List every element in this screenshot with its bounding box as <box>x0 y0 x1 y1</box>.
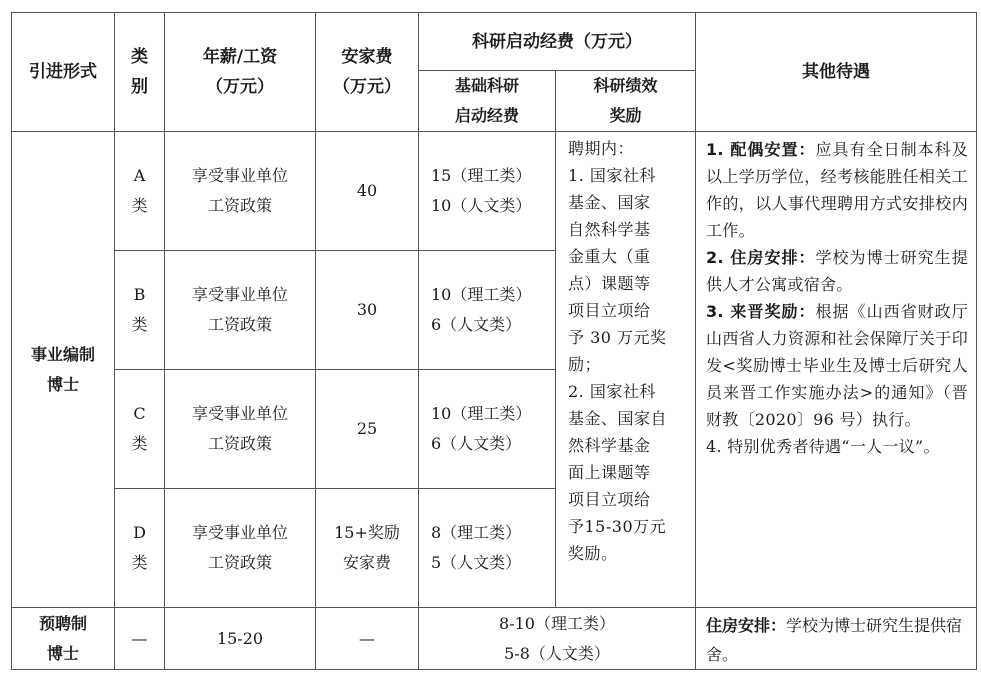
header-funds-basic <box>419 71 556 132</box>
perf-line: 2. 国家社科 <box>568 382 656 401</box>
other-item-title: 住房安排： <box>706 615 787 635</box>
perf-line: 项目立项给 <box>568 301 651 320</box>
perf-line: 面上课题等 <box>568 463 651 482</box>
funds-line: 15（理工类） <box>431 166 532 185</box>
staff-type <box>12 132 115 608</box>
header-settle-line: 安家费 <box>341 47 393 67</box>
perf-line: 1. 国家社科 <box>568 166 656 185</box>
header-funds-perf-line: 奖励 <box>609 106 642 125</box>
staff-type-line: 博士 <box>46 374 79 394</box>
salary-line: 工资政策 <box>207 196 272 215</box>
perf-line: 予 30 万元奖 <box>568 328 667 347</box>
category-dash: — <box>131 629 148 648</box>
funds-line: 10（理工类） <box>431 404 532 423</box>
salary-line: 工资政策 <box>207 434 272 453</box>
settle-value: 25 <box>356 419 378 438</box>
funds-basic-cell <box>419 370 556 489</box>
other-item-text: 4. 特别优秀者待遇“一人一议”。 <box>706 437 940 456</box>
pre-type-line: 博士 <box>46 643 79 663</box>
salary-cell <box>165 489 316 608</box>
other-item-text: 学校为博士研究生提供宿舍。 <box>706 615 963 664</box>
table-row <box>12 608 977 670</box>
salary-line: 享受事业单位 <box>191 285 288 304</box>
header-other-label: 其他待遇 <box>802 62 870 82</box>
header-category <box>115 13 165 132</box>
header-category-line: 别 <box>131 77 148 97</box>
category-cell <box>115 132 165 251</box>
other-item <box>706 244 968 298</box>
other-item <box>706 136 968 244</box>
category-letter: C <box>133 404 146 423</box>
funds-line: 10（人文类） <box>431 196 532 215</box>
category-cell <box>115 251 165 370</box>
staff-type-line: 事业编制 <box>30 344 95 364</box>
other-item <box>706 433 968 460</box>
funds-cell <box>419 608 696 670</box>
category-cell <box>115 370 165 489</box>
document <box>11 12 977 670</box>
header-salary <box>165 13 316 132</box>
salary-value: 15-20 <box>216 629 264 648</box>
settle-value: 15+奖励 <box>334 523 400 542</box>
salary-line: 工资政策 <box>207 315 272 334</box>
settle-value: 40 <box>356 181 378 200</box>
salary-line: 享受事业单位 <box>191 166 288 185</box>
perf-line: 然科学基金 <box>568 436 651 455</box>
funds-line: 8（理工类） <box>431 523 522 542</box>
header-category-line: 类 <box>131 47 148 67</box>
salary-cell <box>165 608 316 670</box>
header-form <box>12 13 115 132</box>
header-funds-perf-line: 科研绩效 <box>593 76 658 95</box>
perf-line: 予15-30万元 <box>568 517 667 536</box>
category-letter: D <box>133 523 146 542</box>
other-item-text: 应具有全日制本科及以上学历学位，经考核能胜任相关工作的，以人事代理聘用方式安排校内工作。 <box>706 140 968 240</box>
perf-line: 基金、国家 <box>568 193 651 212</box>
perf-line: 聘期内： <box>568 139 635 158</box>
perf-line: 励； <box>568 355 602 374</box>
funds-line: 6（人文类） <box>431 434 522 453</box>
header-form-label: 引进形式 <box>29 62 97 82</box>
header-salary-line: （万元） <box>206 77 274 97</box>
salary-line: 享受事业单位 <box>191 523 288 542</box>
category-letter: A <box>133 166 146 185</box>
salary-cell <box>165 132 316 251</box>
other-item-title: 1. 配偶安置： <box>706 140 816 159</box>
settle-value: 安家费 <box>342 553 391 572</box>
other-benefits-cell <box>696 132 977 608</box>
funds-line: 6（人文类） <box>431 315 522 334</box>
settle-cell <box>316 370 419 489</box>
category-cell <box>115 608 165 670</box>
pre-type <box>12 608 115 670</box>
other-item <box>706 298 968 433</box>
perf-line: 点）课题等 <box>568 274 651 293</box>
header-funds-basic-line: 启动经费 <box>454 106 519 125</box>
funds-line: 8-10（理工类） <box>499 613 615 633</box>
pre-other-cell <box>696 608 977 670</box>
other-item-text: 学校为博士研究生提供人才公寓或宿舍。 <box>706 248 968 294</box>
settle-dash: — <box>359 629 375 648</box>
settle-value: 30 <box>356 300 378 319</box>
perf-line: 奖励。 <box>568 544 618 563</box>
salary-line: 享受事业单位 <box>191 404 288 423</box>
header-funds-basic-line: 基础科研 <box>454 76 519 95</box>
header-funds <box>419 13 696 71</box>
header-settle <box>316 13 419 132</box>
funds-basic-cell <box>419 132 556 251</box>
header-salary-line: 年薪/工资 <box>202 47 278 67</box>
header-funds-label: 科研启动经费（万元） <box>472 31 642 52</box>
header-other <box>696 13 977 132</box>
category-suffix: 类 <box>131 434 148 453</box>
header-funds-perf <box>556 71 696 132</box>
perf-line: 基金、国家自 <box>568 409 668 428</box>
salary-cell <box>165 251 316 370</box>
category-suffix: 类 <box>131 315 148 334</box>
other-item-text: 根据《山西省财政厅 山西省人力资源和社会保障厅关于印发<奖励博士毕业生及博士后研究人员来晋工作实施办法>的通知》（晋财教〔2020〕96 号）执行。 <box>706 302 968 429</box>
header-settle-line: （万元） <box>333 77 401 97</box>
settle-cell <box>316 251 419 370</box>
funds-basic-cell <box>419 251 556 370</box>
settle-cell <box>316 608 419 670</box>
header-row <box>12 13 977 71</box>
category-suffix: 类 <box>131 196 148 215</box>
category-letter: B <box>133 285 146 304</box>
funds-basic-cell <box>419 489 556 608</box>
other-item-title: 2. 住房安排： <box>706 248 816 267</box>
perf-line: 自然科学基 <box>568 220 651 239</box>
table-row <box>12 132 977 251</box>
funds-line: 5-8（人文类） <box>504 643 610 663</box>
talent-benefits-table <box>11 12 977 670</box>
funds-perf-cell <box>556 132 696 608</box>
perf-line: 金重大（重 <box>568 247 651 266</box>
category-suffix: 类 <box>131 553 148 572</box>
perf-line: 项目立项给 <box>568 490 651 509</box>
settle-cell <box>316 132 419 251</box>
other-item-title: 3. 来晋奖励： <box>706 302 816 321</box>
pre-type-line: 预聘制 <box>38 613 87 633</box>
salary-cell <box>165 370 316 489</box>
funds-line: 5（人文类） <box>431 553 522 572</box>
funds-line: 10（理工类） <box>431 285 532 304</box>
salary-line: 工资政策 <box>207 553 272 572</box>
category-cell <box>115 489 165 608</box>
settle-cell <box>316 489 419 608</box>
